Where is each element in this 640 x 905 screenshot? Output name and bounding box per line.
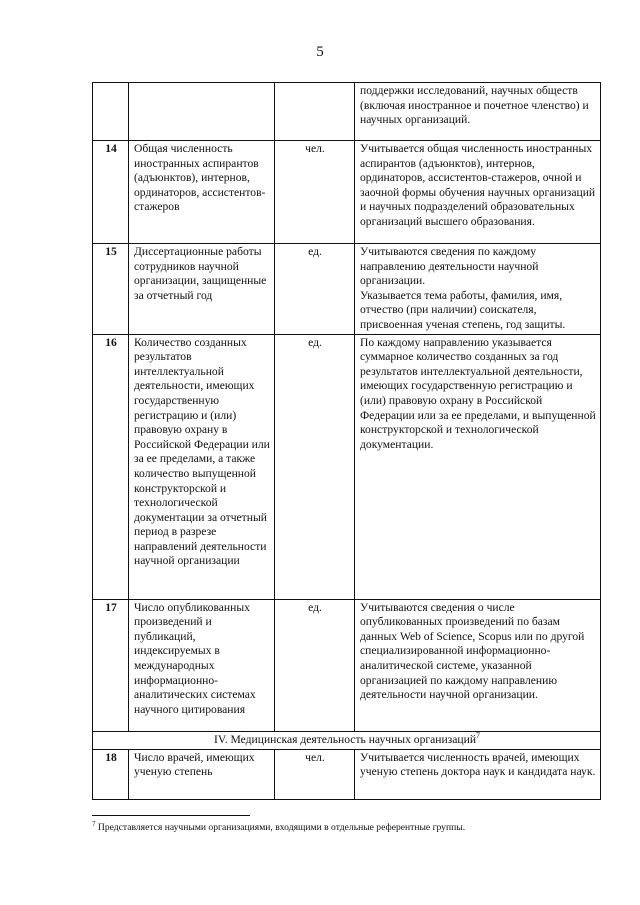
row-number: 17 — [93, 599, 129, 731]
indicators-table — [92, 82, 601, 800]
footnote — [92, 819, 612, 834]
description-cell: Учитываются сведения по каждому направлению деятельности научной организации. Указывается тема работы, фамилия, имя, отчество (при наличии) соискателя, присвоенная ученая степень, год защиты. — [355, 244, 601, 335]
indicator-cell: Количество созданных результатов интеллектуальной деятельности, имеющих государственную регистрацию и (или) правовую охрану в Российской Федерации или за ее пределами, а также количество выпущенной конструкторской и технологической документации за отчетный период в разрезе направлений деятельности научной организации — [129, 334, 275, 599]
description-cell: Учитывается общая численность иностранных аспирантов (адъюнктов), интернов, ординаторов, ассистентов-стажеров, очной и заочной формы обучения научных организаций и научных подразделений образовательных организаций высшего образования. — [355, 141, 601, 244]
indicator-cell: Диссертационные работы сотрудников научной организации, защищенные за отчетный год — [129, 244, 275, 335]
unit-cell: ед. — [275, 244, 355, 335]
section-title: IV. Медицинская деятельность научных организаций — [213, 732, 477, 746]
page-number: 5 — [316, 44, 324, 60]
table-row — [93, 334, 601, 599]
description-cell: поддержки исследований, научных обществ (включая иностранное и почетное членство) и научных организаций. — [355, 83, 601, 141]
row-number: 18 — [93, 749, 129, 799]
unit-cell: чел. — [275, 749, 355, 799]
row-number: 16 — [93, 334, 129, 599]
description-cell: Учитывается численность врачей, имеющих ученую степень доктора наук и кандидата наук. — [355, 749, 601, 799]
unit-cell: чел. — [275, 141, 355, 244]
section-heading-row — [93, 731, 601, 749]
section-heading — [93, 731, 601, 749]
unit-cell: ед. — [275, 599, 355, 731]
row-number: 14 — [93, 141, 129, 244]
footnote-mark: 7 — [92, 819, 96, 828]
unit-cell: ед. — [275, 334, 355, 599]
num-cell — [93, 83, 129, 141]
indicator-cell: Число врачей, имеющих ученую степень — [129, 749, 275, 799]
table-row-continuation — [93, 83, 601, 141]
row-number: 15 — [93, 244, 129, 335]
unit-cell — [275, 83, 355, 141]
description-cell: Учитываются сведения о числе опубликованных произведений по базам данных Web of Science, Scopus или по другой специализированной информационно-аналитической системе, указанной организацией по каждому направлению деятельности научной организации. — [355, 599, 601, 731]
table-row — [93, 599, 601, 731]
table-row — [93, 749, 601, 799]
table-row — [93, 244, 601, 335]
footnote-text: Представляется научными организациями, входящими в отдельные референтные группы. — [97, 822, 466, 833]
description-cell: По каждому направлению указывается суммарное количество созданных за год результатов интеллектуальной деятельности, имеющих государственную регистрацию и (или) правовую охрану в Российской Федерации или за ее пределами, и выпущенной конструкторской и технологической документации. — [355, 334, 601, 599]
indicator-cell: Число опубликованных произведений и публикаций, индексируемых в международных информационно-аналитических системах научного цитирования — [129, 599, 275, 731]
footnote-reference: 7 — [476, 731, 481, 740]
footnote-divider — [92, 815, 250, 816]
indicator-cell: Общая численность иностранных аспирантов (адъюнктов), интернов, ординаторов, ассистентов-стажеров — [129, 141, 275, 244]
table-row — [93, 141, 601, 244]
indicator-cell — [129, 83, 275, 141]
